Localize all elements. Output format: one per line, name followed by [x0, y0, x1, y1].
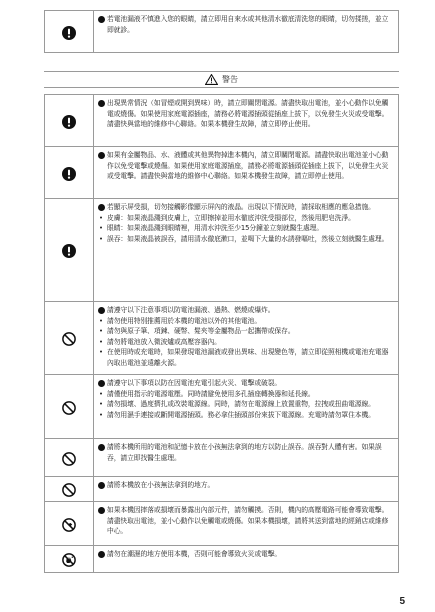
warning-subtext: 請僅使用指示的電源電壓。同時請避免使用多孔插座轉換器和延長線。: [107, 389, 315, 398]
warning-subtext: 請勿損壞、過度擠扎或改裝電源線。同時，請勿在電源線上放置重物，拉拽或扭曲電源線。: [107, 400, 375, 409]
warning-text: 請將本機所用的電池和記憶卡放在小孩無法拿到的地方以防止誤吞。誤吞對人體有害。如果誤吞，請立即找醫生處理。: [107, 443, 382, 462]
text-cell: [94, 302, 399, 375]
icon-cell: [45, 199, 94, 302]
notice-text: 若電池漏液不慎進入您的眼睛，請立即用自來水或其他清水徹底清洗您的眼睛，切勿揉搓，並立即就診。: [107, 15, 389, 34]
bullet-dot: [98, 152, 105, 159]
warning-header: [44, 71, 399, 88]
sub-bullet: •: [99, 234, 103, 243]
warning-row: [45, 199, 399, 302]
sub-bullet: •: [99, 327, 103, 336]
warning-label: 警告: [222, 75, 238, 84]
no-symbol-icon: [62, 452, 76, 466]
warning-table: [44, 94, 399, 573]
warning-item: [98, 378, 394, 389]
icon-cell: [45, 439, 94, 477]
sub-bullet: •: [99, 348, 103, 357]
bullet-dot: [98, 204, 105, 211]
warning-row: [45, 477, 399, 502]
warning-subitem: [98, 316, 394, 327]
sub-bullet: •: [99, 389, 103, 398]
warning-item: [98, 549, 394, 560]
warning-text: 請遵守以下注意事項以防電池漏液、過熱、燃燒或爆炸。: [107, 306, 275, 314]
warning-text: 若顯示屏受損，切勿接觸影像顯示屏內的液晶。出現以下情況時，請採取相應的應急措施。: [107, 203, 375, 211]
warning-row: [45, 546, 399, 573]
warning-subitem: [98, 347, 394, 368]
icon-cell: [45, 546, 94, 573]
sub-bullet: •: [99, 410, 103, 419]
warning-item: [98, 202, 394, 213]
warning-row: [45, 502, 399, 546]
text-cell: [94, 546, 399, 573]
warning-subitem: [98, 326, 394, 337]
sub-bullet: •: [99, 316, 103, 325]
warning-subtext: 請勿用濕手連接或斷開電源插頭。務必拿住插頭部份來拔下電源線。充電時請勿罩住本機。: [107, 410, 375, 419]
warning-text: 請遵守以下事項以防在因電池充電引起火災、電擊或破裂。: [107, 379, 282, 387]
icon-cell: [45, 302, 94, 375]
exclamation-circle-icon: [62, 115, 76, 129]
warning-subtext: 請勿使用特別推薦用於本機的電池以外的其他電池。: [107, 316, 262, 325]
bullet-dot: [98, 16, 105, 23]
warning-item: [98, 305, 394, 316]
warning-subtext: 誤吞：如果液晶被誤吞，請用清水徹底漱口，並喝下大量的水誘發嘔吐，然後立刻就醫生處理。: [107, 234, 389, 243]
bullet-dot: [98, 307, 105, 314]
text-cell: [94, 477, 399, 502]
warning-row: [45, 147, 399, 199]
exclamation-circle-icon: [62, 244, 76, 258]
bullet-dot: [98, 482, 105, 489]
no-symbol-icon: [62, 332, 76, 346]
icon-cell: [45, 147, 94, 199]
icon-cell: [45, 95, 94, 147]
warning-subtext: 皮膚：如果液晶濺到皮膚上，立即擦掉並用水徹底沖洗受損部位，然後用肥皂洗淨。: [107, 213, 355, 222]
text-cell: [94, 147, 399, 199]
warning-subitem: [98, 399, 394, 410]
warning-subitem: [98, 223, 394, 234]
no-disassemble-icon: [62, 518, 76, 532]
bullet-dot: [98, 444, 105, 451]
warning-item: [98, 98, 394, 130]
warning-row: [45, 439, 399, 477]
warning-text: 如果本機因摔落或損壞而暴露出內部元件，請勿觸摸。否則，機內的高壓電路可能會導致電擊。請盡快取出電池，並小心動作以免觸電或燒傷。如果本機損壞，請將其送到當地的經銷店或維修中心。: [107, 506, 389, 536]
notice-item: [98, 14, 394, 35]
warning-subtext: 請勿與原子筆、項鍊、硬幣、髮夾等金屬物品一起攜帶或保存。: [107, 327, 295, 336]
warning-triangle-icon: [205, 74, 218, 85]
warning-text: 請勿在潮濕的地方使用本機，否則可能會導致火災或電擊。: [107, 550, 282, 558]
no-wet-hands-icon: [62, 553, 76, 567]
text-cell: [94, 375, 399, 439]
warning-text: 請將本機放在小孩無法拿到的地方。: [107, 481, 215, 489]
text-cell: [94, 439, 399, 477]
page-number: 5: [399, 596, 405, 607]
bullet-dot: [98, 380, 105, 387]
text-cell: [94, 11, 399, 53]
sub-bullet: •: [99, 224, 103, 233]
warning-item: [98, 442, 394, 463]
warning-subitem: [98, 213, 394, 224]
icon-cell: [45, 477, 94, 502]
sub-bullet: •: [99, 337, 103, 346]
no-symbol-icon: [62, 483, 76, 497]
icon-cell: [45, 11, 94, 53]
warning-subtext: 在使用時或充電時，如果發現電池漏液或發出異味、出現變色等，請立即從照相機或電池充電器內取出電池並遠離火源。: [107, 348, 389, 367]
warning-subtext: 請勿將電池放入微波爐或高壓容器內。: [107, 337, 221, 346]
warning-subitem: [98, 410, 394, 421]
warning-row: [45, 95, 399, 147]
exclamation-circle-icon: [62, 26, 76, 40]
exclamation-circle-icon: [62, 167, 76, 181]
bullet-dot: [98, 100, 105, 107]
text-cell: [94, 95, 399, 147]
sub-bullet: •: [99, 400, 103, 409]
warning-row: [45, 302, 399, 375]
warning-subtext: 眼睛：如果液晶濺到眼睛裡，用清水沖洗至少15分鐘並立刻就醫生處理。: [107, 224, 324, 233]
top-notice-table: [44, 10, 399, 53]
warning-row: [45, 375, 399, 439]
warning-text: 出現異常情況（如冒煙或開到異味）時，請立即關閉電源。請盡快取出電池，並小心動作以免觸電或燒傷。如果使用家庭電源插座，請務必將電源插頭從插座上拔下，以免發生火災或受電擊。請盡快與當地的維修中心聯絡。如果本機發生故障，請立即停止使用。: [107, 99, 389, 129]
sub-bullet: •: [99, 213, 103, 222]
text-cell: [94, 502, 399, 546]
warning-item: [98, 505, 394, 537]
warning-item: [98, 480, 394, 491]
warning-item: [98, 150, 394, 182]
icon-cell: [45, 502, 94, 546]
warning-subitem: [98, 389, 394, 400]
text-cell: [94, 199, 399, 302]
bullet-dot: [98, 551, 105, 558]
warning-text: 如果有金屬物品、水、液體或其他異物掉進本機內，請立即關閉電源。請盡快取出電池並小心動作以免受電擊或燒傷。如果使用家庭電源插座，請務必將電源插頭從插座上拔下，以免發生火災或受電擊。請盡快與當地的維修中心聯絡。如果本機發生故障，請立即停止使用。: [107, 151, 389, 181]
warning-subitem: [98, 234, 394, 245]
no-symbol-icon: [62, 401, 76, 415]
warning-subitem: [98, 337, 394, 348]
bullet-dot: [98, 507, 105, 514]
icon-cell: [45, 375, 94, 439]
